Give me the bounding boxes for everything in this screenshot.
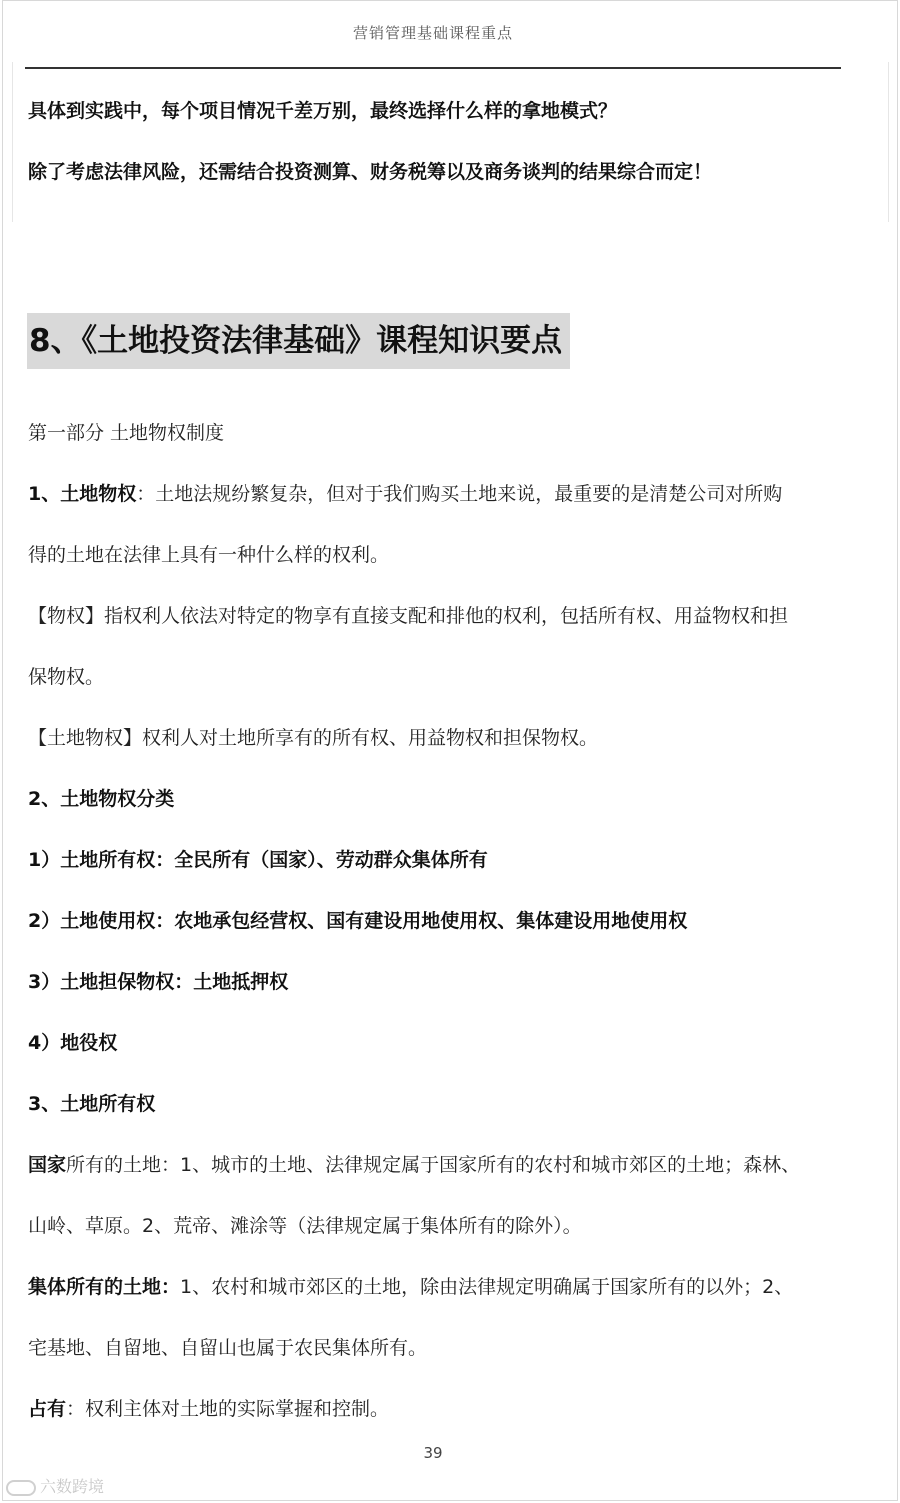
page-edge-right (888, 62, 889, 222)
part-title: 第一部分 土地物权制度 (28, 422, 225, 444)
sub-item-3: 3）土地担保物权：土地抵押权 (28, 971, 289, 993)
item-1-label: 1、土地物权 (28, 483, 137, 505)
sub-item-1: 1）土地所有权：全民所有（国家）、劳动群众集体所有 (28, 849, 488, 871)
intro-line-1: 具体到实践中，每个项目情况千差万别，最终选择什么样的拿地模式？ (28, 100, 618, 122)
header-divider (25, 67, 841, 69)
collective-owned-land-continued: 宅基地、自留地、自留山也属于农民集体所有。 (28, 1337, 428, 1359)
possession-label: 占有 (28, 1398, 67, 1420)
state-owned-text: 所有的土地：1、城市的土地、法律规定属于国家所有的农村和城市郊区的土地；森林、 (66, 1154, 801, 1176)
definition-property-rights-continued: 保物权。 (28, 666, 105, 688)
collective-owned-label: 集体所有的土地： (28, 1276, 181, 1298)
sub-item-2: 2）土地使用权：农地承包经营权、国有建设用地使用权、集体建设用地使用权 (28, 910, 688, 932)
possession (28, 1394, 389, 1421)
item-1-continued: 得的土地在法律上具有一种什么样的权利。 (28, 544, 390, 566)
sub-item-4: 4）地役权 (28, 1032, 118, 1054)
collective-owned-land (28, 1272, 793, 1299)
section-heading: 8、《土地投资法律基础》课程知识要点 (27, 313, 570, 369)
page-edge-left (12, 62, 13, 222)
intro-line-2: 除了考虑法律风险，还需结合投资测算、财务税筹以及商务谈判的结果综合而定！ (28, 161, 713, 183)
state-owned-label: 国家 (28, 1154, 67, 1176)
watermark (6, 1474, 104, 1497)
definition-property-rights: 【物权】指权利人依法对特定的物享有直接支配和排他的权利，包括所有权、用益物权和担 (28, 605, 789, 627)
possession-text: ：权利主体对土地的实际掌握和控制。 (66, 1398, 390, 1420)
item-2: 2、土地物权分类 (28, 788, 175, 810)
item-1 (28, 479, 782, 506)
definition-land-property-rights: 【土地物权】权利人对土地所享有的所有权、用益物权和担保物权。 (28, 727, 599, 749)
page-number: 39 (423, 1444, 443, 1462)
item-3: 3、土地所有权 (28, 1093, 156, 1115)
collective-owned-text: 1、农村和城市郊区的土地，除由法律规定明确属于国家所有的以外；2、 (180, 1276, 794, 1298)
watermark-text: 六数跨境 (40, 1477, 105, 1496)
state-owned-land (28, 1150, 800, 1177)
state-owned-land-continued: 山岭、草原。2、荒帝、滩涂等（法律规定属于集体所有的除外）。 (28, 1215, 582, 1237)
running-header: 营销管理基础课程重点 (352, 24, 513, 42)
watermark-logo-icon (6, 1480, 36, 1496)
item-1-text: ：土地法规纷繁复杂，但对于我们购买土地来说，最重要的是清楚公司对所购 (136, 483, 783, 505)
